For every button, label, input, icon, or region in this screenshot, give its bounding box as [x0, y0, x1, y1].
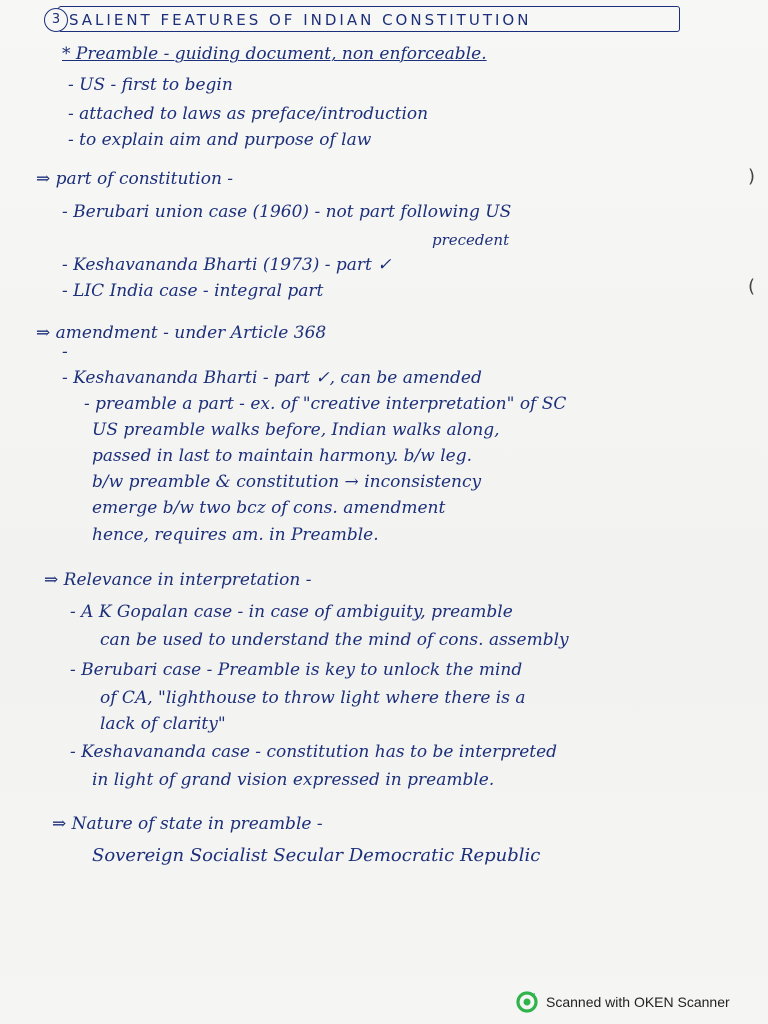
note-line: - Berubari case - Preamble is key to unlock the mind [70, 660, 523, 680]
note-line: - to explain aim and purpose of law [68, 130, 372, 150]
page-edge-mark: ) [748, 166, 756, 187]
note-line: US preamble walks before, Indian walks along, [92, 420, 500, 440]
note-line: ⇒ amendment - under Article 368 [36, 323, 327, 343]
note-line: - Keshavananda Bharti - part ✓, can be amended [62, 368, 482, 388]
page-title: SALIENT FEATURES OF INDIAN CONSTITUTION [58, 6, 680, 32]
note-line: ⇒ part of constitution - [36, 169, 234, 189]
note-line: hence, requires am. in Preamble. [92, 525, 379, 545]
note-line: - Berubari union case (1960) - not part following US [62, 202, 512, 222]
note-line: precedent [432, 231, 510, 249]
oken-scanner-logo-icon [516, 991, 538, 1013]
note-line: - [62, 342, 68, 362]
note-line: Sovereign Socialist Secular Democratic Republic [92, 845, 541, 866]
note-line: ⇒ Relevance in interpretation - [44, 570, 312, 590]
note-line: - attached to laws as preface/introduction [68, 104, 429, 124]
note-line: ⇒ Nature of state in preamble - [52, 814, 323, 834]
note-line: in light of grand vision expressed in preamble. [92, 770, 495, 790]
note-line: lack of clarity" [100, 714, 226, 734]
note-line: passed in last to maintain harmony. b/w leg. [92, 446, 473, 466]
note-line: of CA, "lighthouse to throw light where there is a [100, 688, 526, 708]
scanner-watermark-text: Scanned with OKEN Scanner [546, 994, 730, 1010]
note-line: - LIC India case - integral part [62, 281, 324, 301]
note-line: - A K Gopalan case - in case of ambiguity, preamble [70, 602, 513, 622]
note-line: - Keshavananda case - constitution has to be interpreted [70, 742, 558, 762]
section-number-badge: 3 [44, 8, 68, 32]
note-line: - preamble a part - ex. of "creative interpretation" of SC [84, 394, 567, 414]
note-line: - US - first to begin [68, 75, 233, 95]
scanner-watermark [516, 990, 730, 1014]
note-line: * Preamble - guiding document, non enforceable. [62, 44, 487, 64]
note-line: emerge b/w two bcz of cons. amendment [92, 498, 446, 518]
note-line: - Keshavananda Bharti (1973) - part ✓ [62, 255, 392, 275]
page-edge-mark: ( [748, 276, 756, 297]
note-line: can be used to understand the mind of cons. assembly [100, 630, 569, 650]
note-line: b/w preamble & constitution → inconsistency [92, 472, 482, 492]
